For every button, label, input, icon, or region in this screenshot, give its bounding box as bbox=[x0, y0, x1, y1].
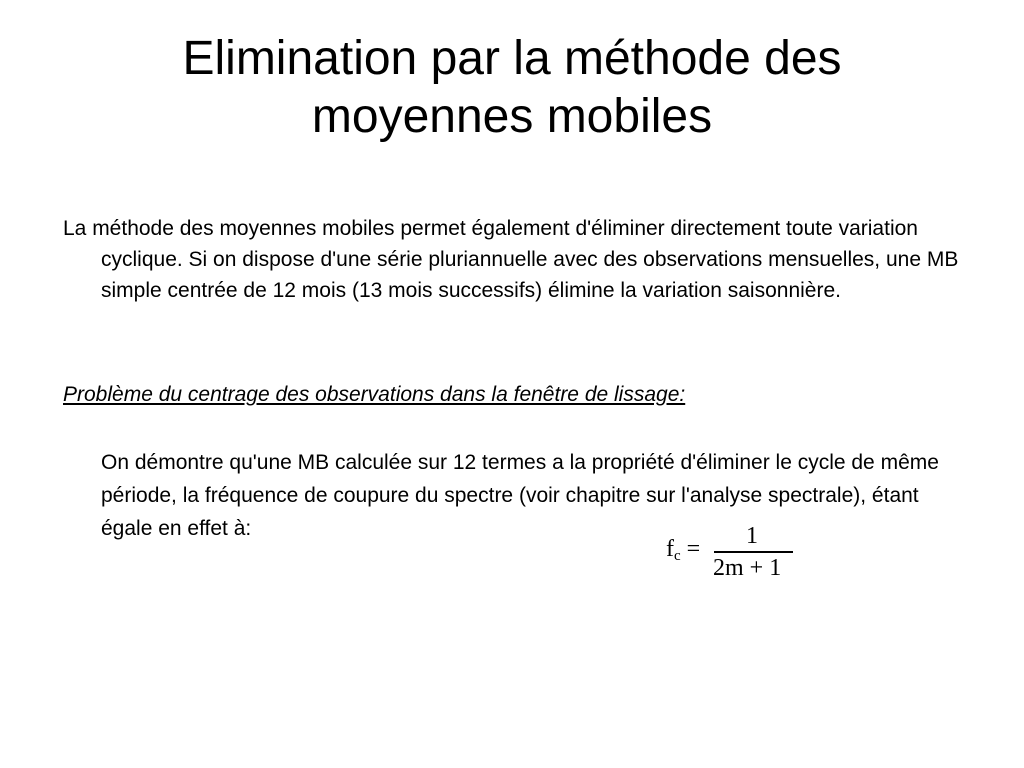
formula-equals: = bbox=[680, 536, 701, 562]
formula-numerator: 1 bbox=[746, 523, 758, 549]
formula-denominator: 2m + 1 bbox=[713, 555, 782, 581]
fraction-bar bbox=[714, 551, 793, 553]
slide-title-line-2: moyennes mobiles bbox=[311, 90, 713, 143]
formula-f: f bbox=[666, 536, 674, 562]
intro-paragraph: La méthode des moyennes mobiles permet également d'éliminer directement toute variation cyclique. Si on dispose d'une série pluriannuelle avec des observations mensuelles, une MB simple centrée de 12 mois (13 mois successifs) élimine la variation saisonnière. bbox=[63, 217, 959, 302]
formula-subscript: c bbox=[674, 548, 681, 564]
slide-title bbox=[0, 30, 1024, 146]
formula-lhs bbox=[666, 536, 700, 565]
slide-title-line-1: Elimination par la méthode des bbox=[182, 32, 842, 85]
subheading: Problème du centrage des observations dans la fenêtre de lissage: bbox=[63, 383, 686, 406]
explanation-paragraph: On démontre qu'une MB calculée sur 12 termes a la propriété d'éliminer le cycle de même période, la fréquence de coupure du spectre (voir chapitre sur l'analyse spectrale), étant égale en effet à: bbox=[101, 451, 939, 540]
